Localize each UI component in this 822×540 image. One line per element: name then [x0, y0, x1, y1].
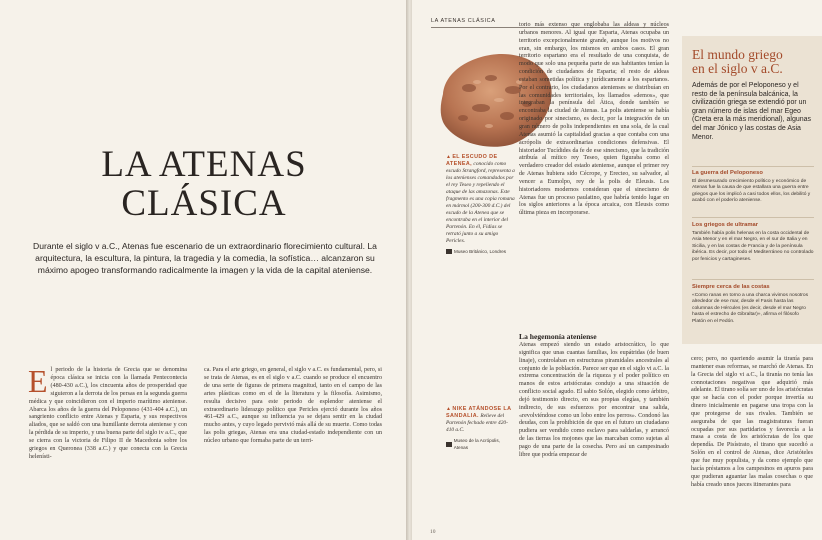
- left-page: [0, 0, 408, 540]
- sidebar-section-text: El desmesurado crecimiento político y económico de Atenas fue la causa de que estallara una guerra entre griegos que los implicó a casi todos ellos, los debilitó y acabó con el poderío ateniense.: [692, 179, 811, 204]
- caption-shield-text: conocido como escudo Strangford, representa a los atenienses comandados por el rey Teseo y repeliendo el ataque de las amazonas. Este fragmento es una copia romana en mármol (200-300 d.C.) del escudo de la Atenea que se encontraba en el interior del Partenón. En él, Fidias se retrató junto a su amigo Pericles.: [446, 161, 515, 244]
- caption-shield: [446, 154, 518, 255]
- sidebar-divider: [692, 166, 814, 167]
- museum-icon: [446, 249, 452, 254]
- sidebar-divider: [692, 279, 814, 280]
- caption-shield-credit: [446, 248, 518, 255]
- right-page: [412, 0, 822, 540]
- sidebar-title-line-2: en el siglo v a.C.: [692, 61, 783, 76]
- caption-nike-credit: [446, 437, 512, 451]
- article-title-line-2: CLÁSICA: [121, 183, 287, 224]
- sidebar-intro: Además de por el Peloponeso y el resto de la península balcánica, la civilización griega se extendió por un gran número de islas del mar Egeo (Creta era la más meridional), algunas del mar Jónico y las costas de Asia Menor.: [692, 82, 812, 141]
- triangle-icon: ▲: [446, 407, 451, 412]
- right-column-2: cero; pero, no queriendo asumir la tiranía para mantener esas reformas, se marchó de Atenas. En la Grecia del siglo vi a.C., la tiranía no tenía las connotaciones negativas que adquirió más adelante. El tirano solía ser uno de los aristócratas que se hacía con el poder porque invertía su dinero inicialmente en pagarse una tropa con la que protegerse de sus rivales. También se aseguraba de que las magistraturas fueran ocupadas por sus partidarios y favorecía a la masa a costa de los aristócratas de los que dependía. De Pisístrato, el tirano que sucedió a Solón en el control de Atenas, dice Aristóteles que fue muy populista, y da como ejemplo que hacía préstamos a los campesinos en apuros para que pudieran aguantar las malas cosechas o que había creado unos jueces itinerantes para: [691, 356, 814, 488]
- right-column-1-top: torio más extenso que englobaba las aldeas y núcleos urbanos menores. Al igual que Esparta, Atenas ocupaba un territorio excepcionalmente grande, aunque los motivos no eran, sin embargo, los mismos en ambos casos. El gran territorio espartano era el resultado de una conquista, de modo que solo una pequeña parte de sus habitantes tenían la condición de ciudadanos de Esparta; el resto de aldeas estaban sometidas política y jurídicamente a los espartanos. Por el contrario, los ciudadanos atenienses se distribuían en las comunidades territoriales, los llamados «demos», que integraban la península del Ática, donde también se encontraba la ciudad de Atenas. La polis ateniense se había originado por sinecismo, es decir, por la integración de un gran número de polis independientes en una sola, de la cual Atenas asumió la capitalidad gracias a que contaba con una acrópolis de extraordinarias condiciones defensivas. El historiador Tucídides da fe de ese sinecismo, que la tradición atribuía al mítico rey Teseo, quien figuraba como el verdadero creador del estado ateniense, aunque el primer rey de Atenas hubiera sido Cécrope, y Erecteo, su salvador, al vencer a Eumolpo, rey de la polis de Eleusis. Los historiadores modernos consideran que el sinecismo de Atenas fue un proceso paulatino, que habría tenido lugar en los siglos anteriores a la época arcaica, con Eleusis como última pieza en incorporarse.: [519, 22, 669, 217]
- running-head: LA ATENAS CLÁSICA: [431, 18, 496, 24]
- sidebar-section-head: Siempre cerca de las costas: [692, 284, 770, 290]
- caption-nike-credit-text: Museo de la Acrópolis, Atenas: [453, 438, 500, 450]
- right-column-1-bottom: Atenas empezó siendo un estado aristocrático, lo que significa que unas cuantas familias, los eupátridas (de buen linaje), controlaban en estructuras piramidales ancestrales al conjunto de la población. Parece ser que en el siglo vi a.C. la extrema concentración de la riqueza y el poder político en manos de estos aristócratas condujo a una situación de conflicto social agudo. El sabio Solón, elegido como árbitro, dejó testimonio directo, en sus propias elegías, y también indirecto, de sus esfuerzos por encontrar una salida, «revolviéndose como un lobo entre los perros». Condonó las deudas, con la prohibición de que en el futuro un ciudadano pudiera ser vendido como esclavo para saldarlas, y arrancó de las tierras los mojones que las marcaban como sujetas al pago de una parte de la cosecha. Pero así un campesinado libre que podría empezar de: [519, 342, 669, 458]
- triangle-icon: ▲: [446, 155, 451, 160]
- body-column-1-text: l periodo de la historia de Grecia que se denomina época clásica se inicia con la llamada Pentecontecia (480-430 a.C.), los cincuenta años de prosperidad que siguieron a la derrota de los persas en la segunda guerra médica y que coincidieron con el imperio marítimo ateniense. Abarca los años de la guerra del Peloponeso (431-404 a.C.), un sangriento conflicto entre Atenas y Esparta, y sus respectivos aliados, que se saldó con una humillante derrota ateniense y con la pérdida de su imperio, y una buena parte del siglo iv a.C., que se cierra con la victoria de Filipo II de Macedonia sobre los griegos en Queronea (338 a.C.) y que conecta con la Grecia helenísti-: [29, 367, 187, 460]
- body-column-2: ca. Para el arte griego, en general, el siglo v a.C. es fundamental, pero, si se trata de Atenas, es en el siglo v a.C. cuando se produce el encuentro de una serie de figuras de primera magnitud, tanto en el campo de las artes plásticas como en el de la literatura y la filosofía. Asimismo, resulta decisivo para este periodo de esplendor ateniense el extraordinario liderazgo político que Pericles ejerció durante los años 461-429 a.C., aunque su influencia ya se dejara sentir en la ciudad mucho antes, y cuyo legado pervivió más allá de su muerte. Como todas las polis griegas, Atenas era una ciudad-estado independiente con un núcleo urbano que formaba parte de un terri-: [204, 367, 382, 445]
- drop-cap: E: [28, 363, 48, 399]
- sidebar-section-head: La guerra del Peloponeso: [692, 170, 763, 176]
- sidebar-box: [682, 36, 822, 344]
- caption-shield-title: EL ESCUDO DE ATENEA,: [446, 154, 498, 167]
- caption-nike-text: Relieve del Partenón fechado entre 420-410 a.C.: [446, 413, 508, 433]
- section-heading: La hegemonía ateniense: [519, 332, 597, 341]
- page-number: 10: [430, 529, 436, 535]
- sidebar-section-head: Los griegos de ultramar: [692, 222, 759, 228]
- caption-shield-credit-text: Museo Británico, Londres: [454, 249, 507, 254]
- caption-nike-title: NIKE ATÁNDOSE LA SANDALIA.: [446, 406, 512, 419]
- sidebar-title: [692, 48, 818, 76]
- article-lead: Durante el siglo v a.C., Atenas fue escenario de un extraordinario florecimiento cultural. La arquitectura, la escultura, la pintura, la tragedia y la comedia, la sofística… alcanzaron su máximo apogeo transformando radicalmente la imagen y la vida de la capital ateniense.: [33, 241, 377, 275]
- caption-nike: [446, 406, 512, 451]
- sidebar-section-text: «Como ranas en torno a una charca vivimos nosotros alrededor de ese mar, desde el Fasis hasta las columnas de Hércules (es decir, desde el mar Negro hasta el estrecho de Gibraltar)», afirma el filósofo Platón en el Fedón.: [692, 293, 809, 324]
- museum-icon: [446, 442, 452, 447]
- body-column-1: [28, 363, 187, 462]
- sidebar-title-line-1: El mundo griego: [692, 47, 783, 62]
- sidebar-section-text: También había polis helenas en la costa occidental de Asia Menor y en el mar Negro, en el sur de Italia y en Sicilia, y en las costas de Francia y de la península ibérica. Es decir, por todo el Mediterráneo no controlado por fenicios y cartagineses.: [692, 231, 814, 262]
- sidebar-divider: [692, 217, 814, 218]
- article-title-line-1: LA ATENAS: [101, 144, 307, 185]
